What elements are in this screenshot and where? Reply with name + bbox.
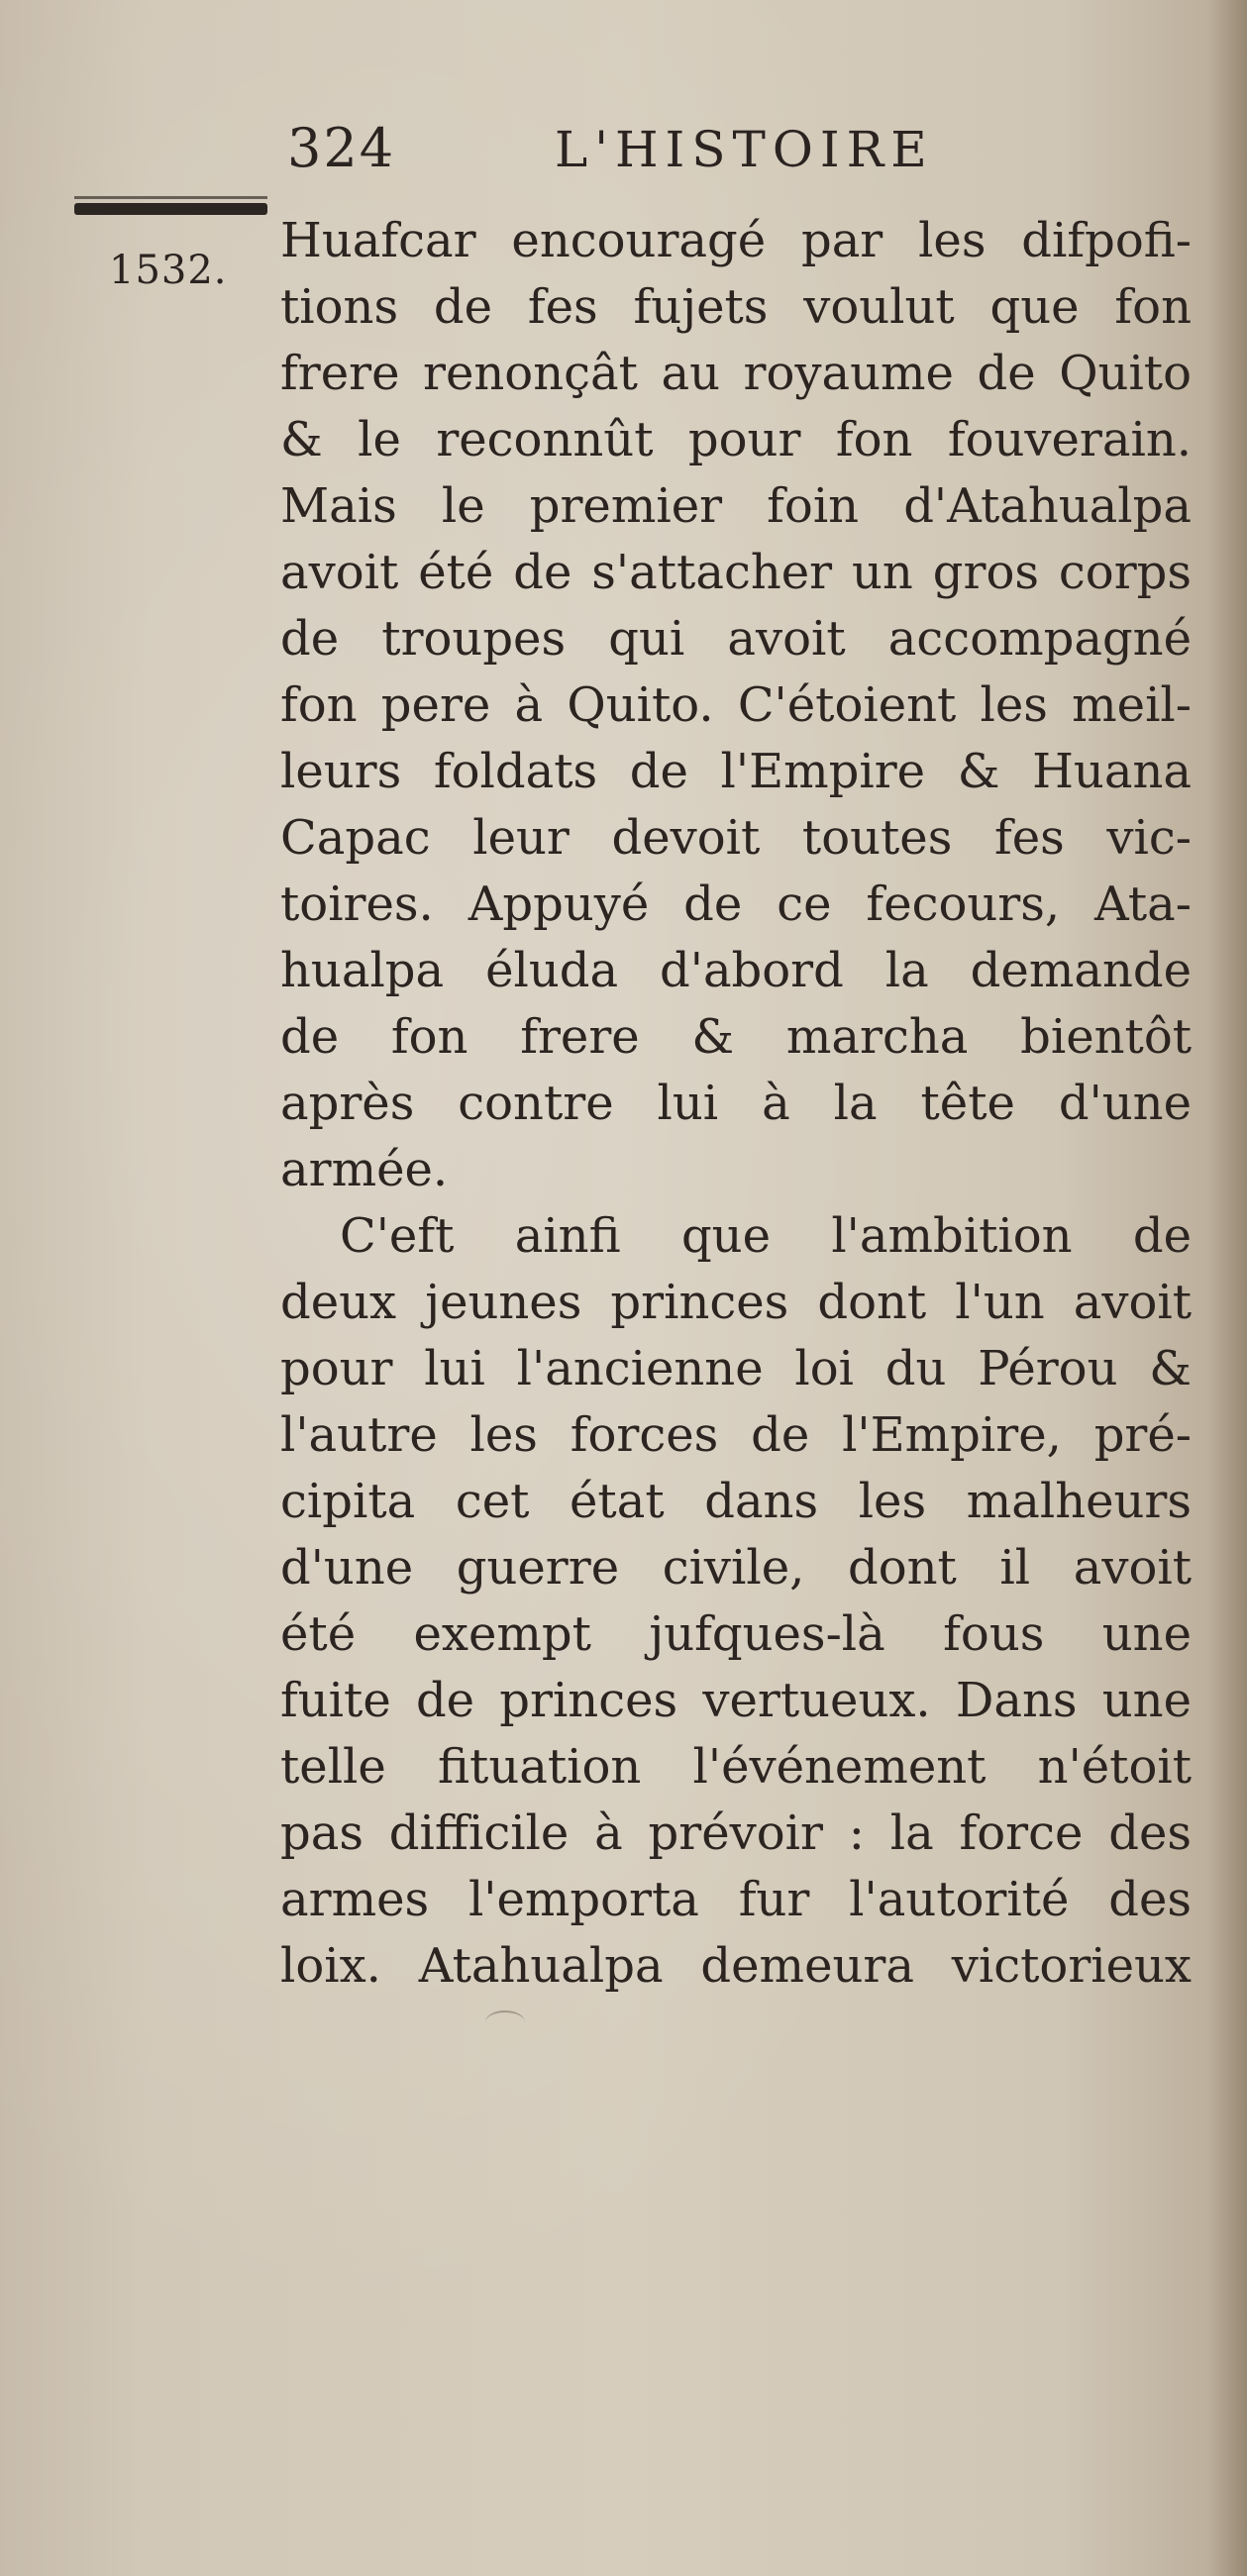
text-line: C'eft ainfi que l'ambition de xyxy=(340,1208,1192,1264)
text-line: loix. Atahualpa demeura victorieux xyxy=(280,1938,1192,1994)
text-line: de troupes qui avoit accompagné xyxy=(280,611,1192,667)
text-line: hualpa éluda d'abord la demande xyxy=(280,943,1192,998)
text-line: armes l'emporta fur l'autorité des xyxy=(280,1872,1192,1927)
text-line: Huafcar encouragé par les difpofi- xyxy=(280,213,1192,268)
running-title: L'HISTOIRE xyxy=(555,121,934,178)
text-line: Capac leur devoit toutes fes vic- xyxy=(280,810,1192,866)
text-line: avoit été de s'attacher un gros corps xyxy=(280,545,1192,600)
margin-year: 1532. xyxy=(109,248,228,293)
text-line: l'autre les forces de l'Empire, pré- xyxy=(280,1407,1192,1463)
text-line: leurs foldats de l'Empire & Huana xyxy=(280,744,1192,799)
text-line: armée. xyxy=(280,1142,449,1197)
text-line: fon pere à Quito. C'étoient les meil- xyxy=(280,677,1192,733)
text-line: frere renonçât au royaume de Quito xyxy=(280,346,1192,401)
text-line: fuite de princes vertueux. Dans une xyxy=(280,1673,1192,1728)
text-line: & le reconnût pour fon fouverain. xyxy=(280,412,1192,467)
text-line: telle fituation l'événement n'étoit xyxy=(280,1739,1192,1795)
page-number: 324 xyxy=(287,117,396,179)
paragraph-1 xyxy=(280,208,1192,1203)
text-line: cipita cet état dans les malheurs xyxy=(280,1474,1192,1529)
text-line: après contre lui à la tête d'une xyxy=(280,1076,1192,1131)
text-line: pour lui l'ancienne loi du Pérou & xyxy=(280,1341,1192,1396)
text-line: toires. Appuyé de ce fecours, Ata- xyxy=(280,876,1192,932)
text-line: tions de fes fujets voulut que fon xyxy=(280,279,1192,335)
text-line: Mais le premier foin d'Atahualpa xyxy=(280,478,1192,534)
text-line: pas difficile à prévoir : la force des xyxy=(280,1805,1192,1861)
text-line: d'une guerre civile, dont il avoit xyxy=(280,1540,1192,1596)
paragraph-2 xyxy=(280,1203,1192,2000)
running-head xyxy=(287,117,981,186)
text-line: deux jeunes princes dont l'un avoit xyxy=(280,1275,1192,1330)
text-line: de fon frere & marcha bientôt xyxy=(280,1009,1192,1065)
text-line: été exempt jufques-là fous une xyxy=(280,1606,1192,1662)
header-rule xyxy=(74,203,267,215)
catchword-mark xyxy=(485,2010,525,2034)
body-text xyxy=(280,208,1192,2000)
